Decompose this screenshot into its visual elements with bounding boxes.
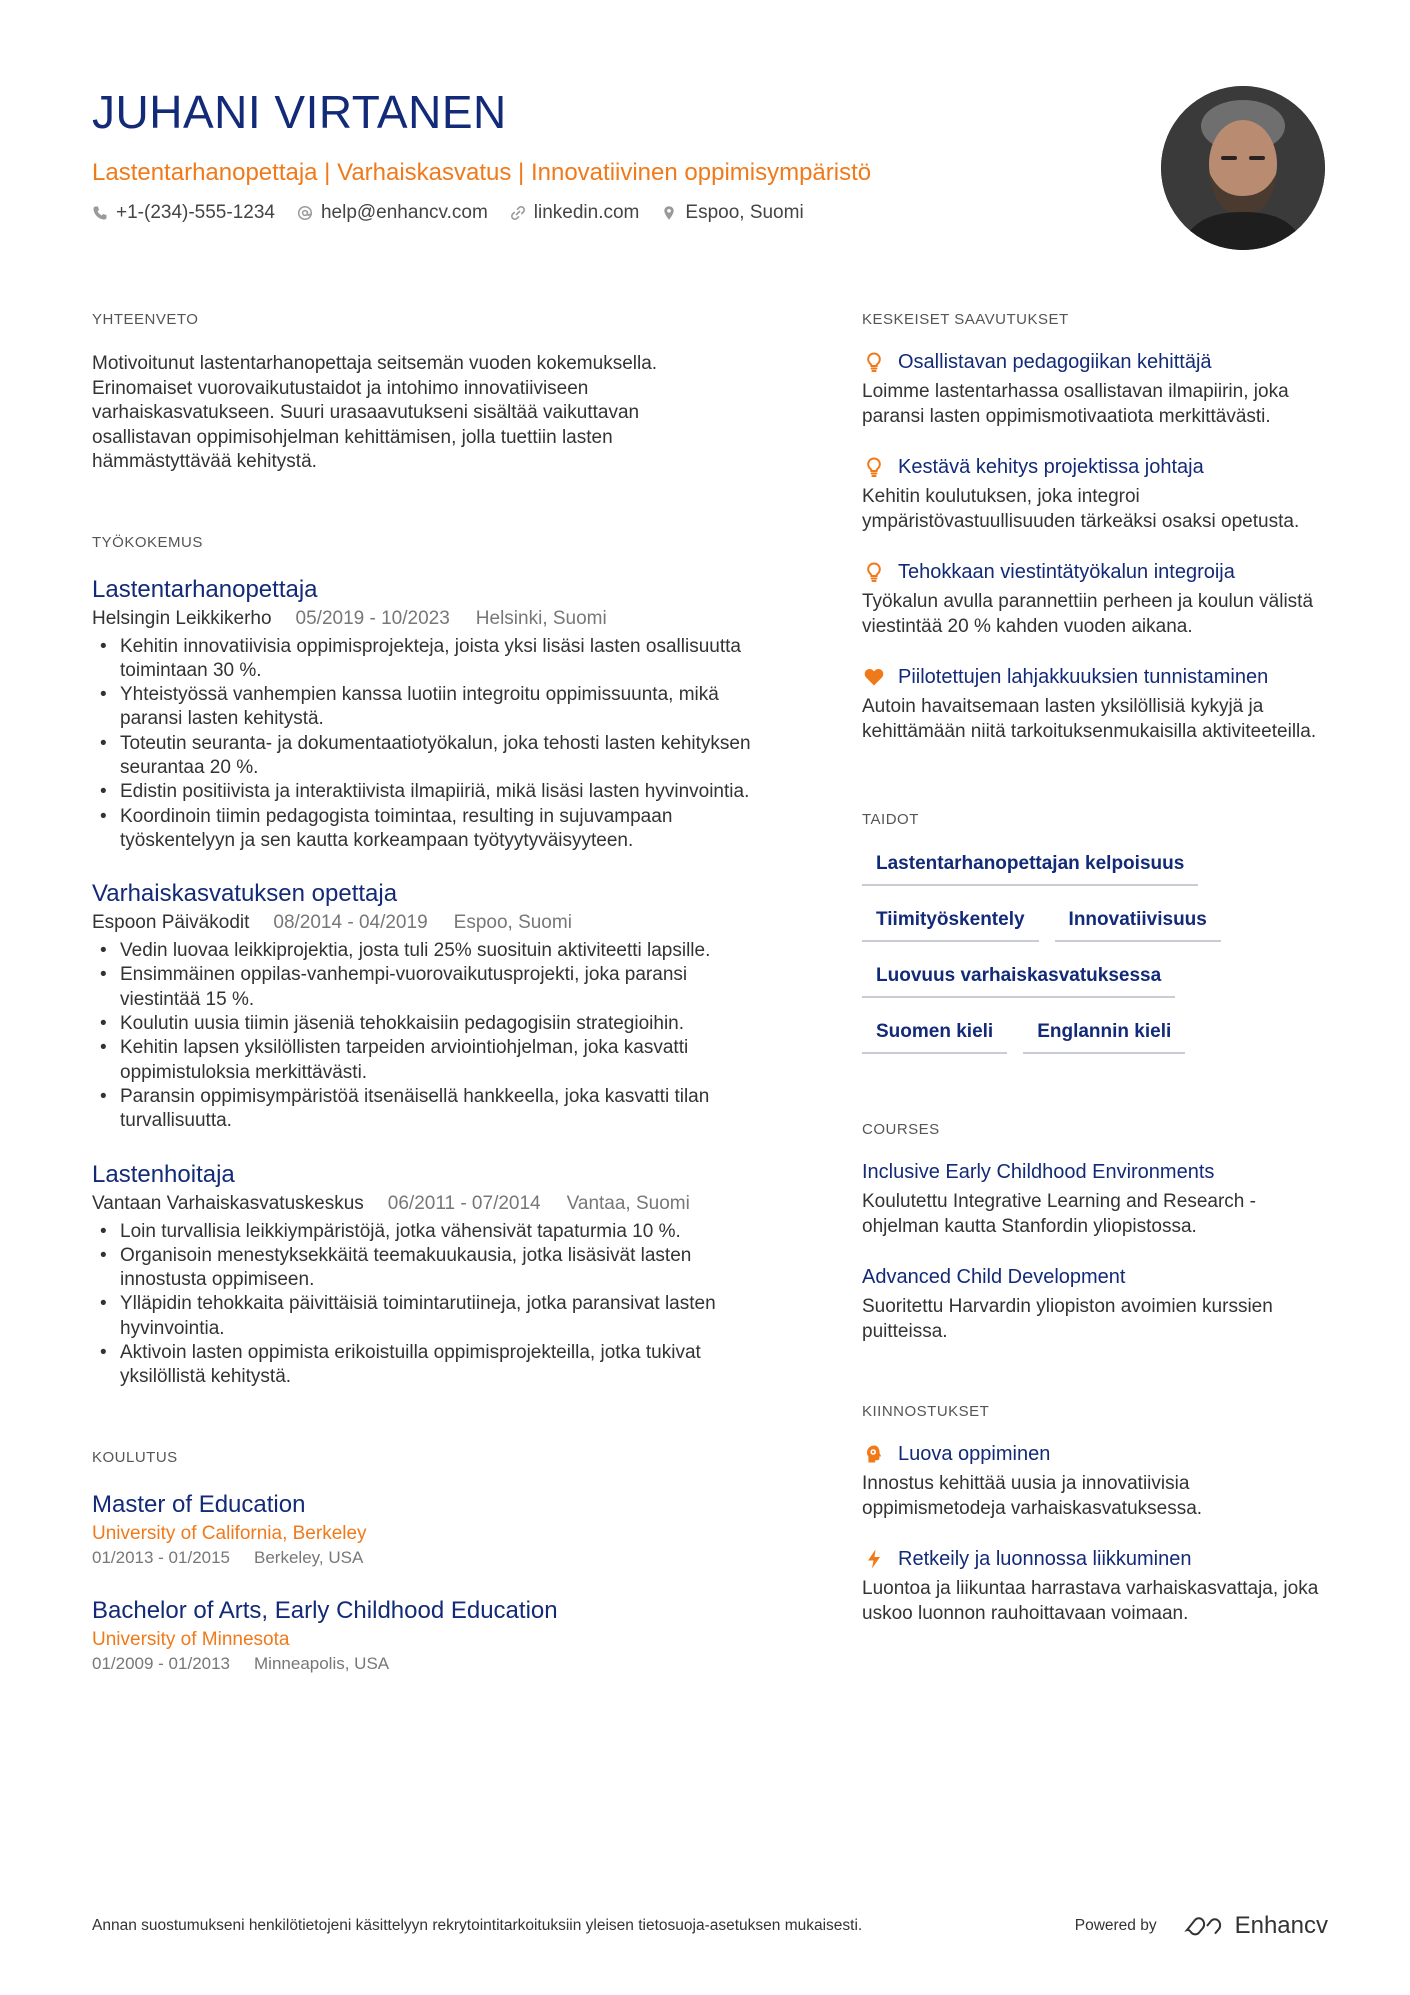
job-bullet: • Yhteistyössä vanhempien kanssa luotiin integroitu oppimissuunta, mikä paransi lasten kehitystä. [92, 683, 772, 732]
skill-row [862, 904, 1332, 942]
summary-section [92, 310, 792, 475]
job-bullets [92, 939, 772, 1133]
job-bullet: • Organisoin menestyksekkäitä teemakuukausia, jotka lisäsivät lasten innostusta oppimiseen. [92, 1244, 772, 1293]
course-desc: Suoritettu Harvardin yliopiston avoimien kurssien puitteissa. [862, 1296, 1273, 1342]
edu-degree: Bachelor of Arts, Early Childhood Education [92, 1596, 558, 1624]
location-text: Espoo, Suomi [685, 202, 804, 223]
skill-tag: Luovuus varhaiskasvatuksessa [862, 960, 1175, 998]
contact-linkedin[interactable] [510, 202, 640, 224]
contact-phone[interactable] [92, 202, 275, 224]
achievement-title: Osallistavan pedagogiikan kehittäjä [898, 351, 1212, 373]
linkedin-text: linkedin.com [533, 202, 640, 223]
section-title-summary: YHTEENVETO [92, 311, 199, 328]
interest-head [862, 1545, 1332, 1573]
summary-text: Motivoitunut lastentarhanopettaja seitsemän vuoden kokemuksella. Erinomaiset vuorovaikutustaidot ja intohimo innovatiiviseen varhaiskasvatukseen. Suuri urasaavutukseni sisältää vaikuttavan osallistavan oppimisohjelman kehittämisen, jolla tuettiin lasten hämmästyttävää kehitystä. [92, 353, 658, 472]
powered-by[interactable] [1075, 1912, 1328, 1940]
achievement-item [862, 663, 1332, 744]
skill-row [862, 1016, 1332, 1054]
left-column [92, 310, 792, 1676]
job-location: Vantaa, Suomi [566, 1192, 690, 1214]
job-entry [92, 1160, 792, 1390]
enhancv-brand-text: Enhancv [1234, 1912, 1328, 1939]
education-entry [92, 1490, 792, 1570]
interest-desc: Innostus kehittää uusia ja innovatiivisia oppimismetodeja varhaiskasvatuksessa. [862, 1473, 1203, 1519]
job-meta [92, 1192, 792, 1216]
edu-dates: 01/2009 - 01/2013 [92, 1653, 231, 1673]
interest-head [862, 1440, 1332, 1468]
edu-dates: 01/2013 - 01/2015 [92, 1547, 231, 1567]
job-company: Helsingin Leikkikerho [92, 607, 272, 629]
section-title-courses: COURSES [862, 1121, 940, 1138]
job-meta [92, 911, 792, 935]
course-item [862, 1158, 1332, 1239]
head-brain-icon [862, 1442, 886, 1466]
gdpr-consent-text: Annan suostumukseni henkilötietojeni käsittelyyn rekrytointitarkoituksiin yleisen tietosuoja-asetuksen mukaisesti. [92, 1917, 863, 1934]
job-title: Varhaiskasvatuksen opettaja [92, 880, 398, 908]
achievement-head [862, 558, 1332, 586]
skill-row [862, 848, 1332, 886]
skills-list [862, 848, 1332, 1054]
headline: Lastentarhanopettaja | Varhaiskasvatus | Innovatiivinen oppimisympäristö [92, 159, 872, 186]
edu-location: Berkeley, USA [254, 1547, 364, 1567]
experience-section [92, 533, 792, 1390]
skill-tag: Englannin kieli [1023, 1016, 1185, 1054]
skills-section [862, 810, 1332, 1054]
phone-text: +1-(234)-555-1234 [116, 202, 275, 223]
section-title-interests: KIINNOSTUKSET [862, 1403, 990, 1420]
enhancv-logo-icon [1183, 1914, 1227, 1938]
at-sign-icon [297, 205, 313, 221]
lightbulb-icon [862, 350, 886, 374]
section-title-skills: TAIDOT [862, 811, 919, 828]
skill-tag: Innovatiivisuus [1055, 904, 1221, 942]
achievements-section [862, 310, 1332, 744]
resume-header [92, 82, 1152, 224]
heart-icon [862, 665, 886, 689]
link-icon [510, 205, 526, 221]
edu-meta [92, 1652, 792, 1676]
job-dates: 08/2014 - 04/2019 [273, 912, 428, 934]
achievement-desc: Loimme lastentarhassa osallistavan ilmapiirin, joka paransi lasten oppimismotivaatiota merkittävästi. [862, 381, 1289, 427]
job-bullet: • Kehitin lapsen yksilöllisten tarpeiden arviointiohjelman, joka kasvatti oppimistuloksia merkittävästi. [92, 1036, 772, 1085]
achievement-title: Piilotettujen lahjakkuuksien tunnistaminen [898, 666, 1269, 688]
job-meta [92, 607, 792, 631]
course-desc: Koulutettu Integrative Learning and Research -ohjelman kautta Stanfordin yliopistossa. [862, 1191, 1256, 1237]
achievement-head [862, 348, 1332, 376]
section-title-experience: TYÖKOKEMUS [92, 533, 203, 551]
interest-desc: Luontoa ja liikuntaa harrastava varhaiskasvattaja, joka uskoo luonnon rauhoittavaan voimaan. [862, 1578, 1319, 1624]
edu-school: University of California, Berkeley [92, 1522, 367, 1544]
job-bullet: • Toteutin seuranta- ja dokumentaatiotyökalun, joka tehosti lasten kehityksen seurantaa 20 %. [92, 732, 772, 781]
achievement-title: Tehokkaan viestintätyökalun integroija [898, 561, 1235, 583]
achievement-item [862, 348, 1332, 429]
education-section [92, 1448, 792, 1676]
interest-item [862, 1545, 1332, 1626]
job-title: Lastentarhanopettaja [92, 575, 318, 603]
powered-by-label: Powered by [1074, 1917, 1157, 1934]
job-entry [92, 575, 792, 854]
section-title-education: KOULUTUS [92, 1448, 178, 1466]
avatar [1161, 86, 1325, 250]
achievement-title: Kestävä kehitys projektissa johtaja [898, 456, 1204, 478]
job-bullet: • Aktivoin lasten oppimista erikoistuilla oppimisprojekteilla, jotka tukivat yksilöllistä kehitystä. [92, 1341, 772, 1390]
contact-email[interactable] [297, 202, 488, 224]
job-location: Espoo, Suomi [453, 912, 572, 934]
achievement-desc: Työkalun avulla parannettiin perheen ja koulun välistä viestintää 20 % kahden vuoden aikana. [862, 591, 1314, 637]
achievement-desc: Autoin havaitsemaan lasten yksilöllisiä kykyjä ja kehittämään niitä tarkoituksenmukaisilla aktiviteeteilla. [862, 696, 1317, 742]
course-item [862, 1263, 1332, 1344]
phone-icon [92, 205, 108, 221]
job-dates: 05/2019 - 10/2023 [295, 607, 450, 629]
skill-row [862, 960, 1332, 998]
job-bullet: • Koulutin uusia tiimin jäseniä tehokkaisiin pedagogisiin strategioihin. [92, 1012, 772, 1036]
course-title: Inclusive Early Childhood Environments [862, 1161, 1215, 1183]
edu-meta [92, 1546, 792, 1570]
job-bullet: • Kehitin innovatiivisia oppimisprojekteja, joista yksi lisäsi lasten osallisuutta toimintaan 30 %. [92, 635, 772, 684]
job-title: Lastenhoitaja [92, 1160, 235, 1188]
job-bullet: • Ylläpidin tehokkaita päivittäisiä toimintarutiineja, jotka paransivat lasten hyvinvointia. [92, 1292, 772, 1341]
job-bullet: • Paransin oppimisympäristöä itsenäisellä hankkeella, joka kasvatti tilan turvallisuutta. [92, 1085, 772, 1134]
edu-school: University of Minnesota [92, 1628, 290, 1650]
job-bullet: • Edistin positiivista ja interaktiivista ilmapiiriä, mikä lisäsi lasten hyvinvointia. [92, 780, 772, 804]
job-bullet: • Loin turvallisia leikkiympäristöjä, jotka vähensivät tapaturmia 10 %. [92, 1220, 772, 1244]
section-title-achievements: KESKEISET SAAVUTUKSET [862, 311, 1069, 328]
email-text: help@enhancv.com [320, 202, 488, 223]
portrait-photo [1161, 86, 1325, 250]
education-entry [92, 1596, 792, 1676]
job-bullets [92, 635, 772, 854]
skill-tag: Suomen kieli [862, 1016, 1007, 1054]
right-column [862, 310, 1332, 1626]
job-bullet: • Koordinoin tiimin pedagogista toimintaa, resulting in sujuvampaan työskentelyyn ja sen kautta korkeampaan työtyytyväisyyteen. [92, 805, 772, 854]
course-title: Advanced Child Development [862, 1266, 1126, 1288]
job-dates: 06/2011 - 07/2014 [387, 1192, 541, 1214]
achievement-item [862, 558, 1332, 639]
achievement-item [862, 453, 1332, 534]
job-entry [92, 879, 792, 1133]
lightbulb-icon [862, 455, 886, 479]
edu-degree: Master of Education [92, 1490, 306, 1518]
lightning-icon [862, 1547, 886, 1571]
interest-item [862, 1440, 1332, 1521]
job-bullet: • Ensimmäinen oppilas-vanhempi-vuorovaikutusprojekti, joka paransi viestintää 15 %. [92, 963, 772, 1012]
edu-location: Minneapolis, USA [254, 1653, 390, 1673]
location-pin-icon [661, 205, 677, 221]
lightbulb-icon [862, 560, 886, 584]
job-location: Helsinki, Suomi [475, 607, 607, 629]
job-bullet: • Vedin luovaa leikkiprojektia, josta tuli 25% suosituin aktiviteetti lapsille. [92, 939, 772, 963]
contact-row [92, 202, 1152, 224]
candidate-name: JUHANI VIRTANEN [92, 86, 507, 138]
achievement-head [862, 663, 1332, 691]
job-bullets [92, 1220, 772, 1390]
achievement-head [862, 453, 1332, 481]
courses-section [862, 1120, 1332, 1344]
enhancv-logo[interactable] [1183, 1912, 1328, 1940]
skill-tag: Tiimityöskentely [862, 904, 1039, 942]
job-company: Espoon Päiväkodit [92, 912, 250, 934]
contact-location [661, 202, 803, 224]
interests-section [862, 1402, 1332, 1626]
interest-title: Retkeily ja luonnossa liikkuminen [898, 1548, 1192, 1570]
job-company: Vantaan Varhaiskasvatuskeskus [92, 1192, 364, 1214]
footer [92, 1912, 1328, 1940]
skill-tag: Lastentarhanopettajan kelpoisuus [862, 848, 1198, 886]
interest-title: Luova oppiminen [898, 1443, 1051, 1465]
achievement-desc: Kehitin koulutuksen, joka integroi ympäristövastuullisuuden tärkeäksi osaksi opetusta. [862, 486, 1300, 532]
